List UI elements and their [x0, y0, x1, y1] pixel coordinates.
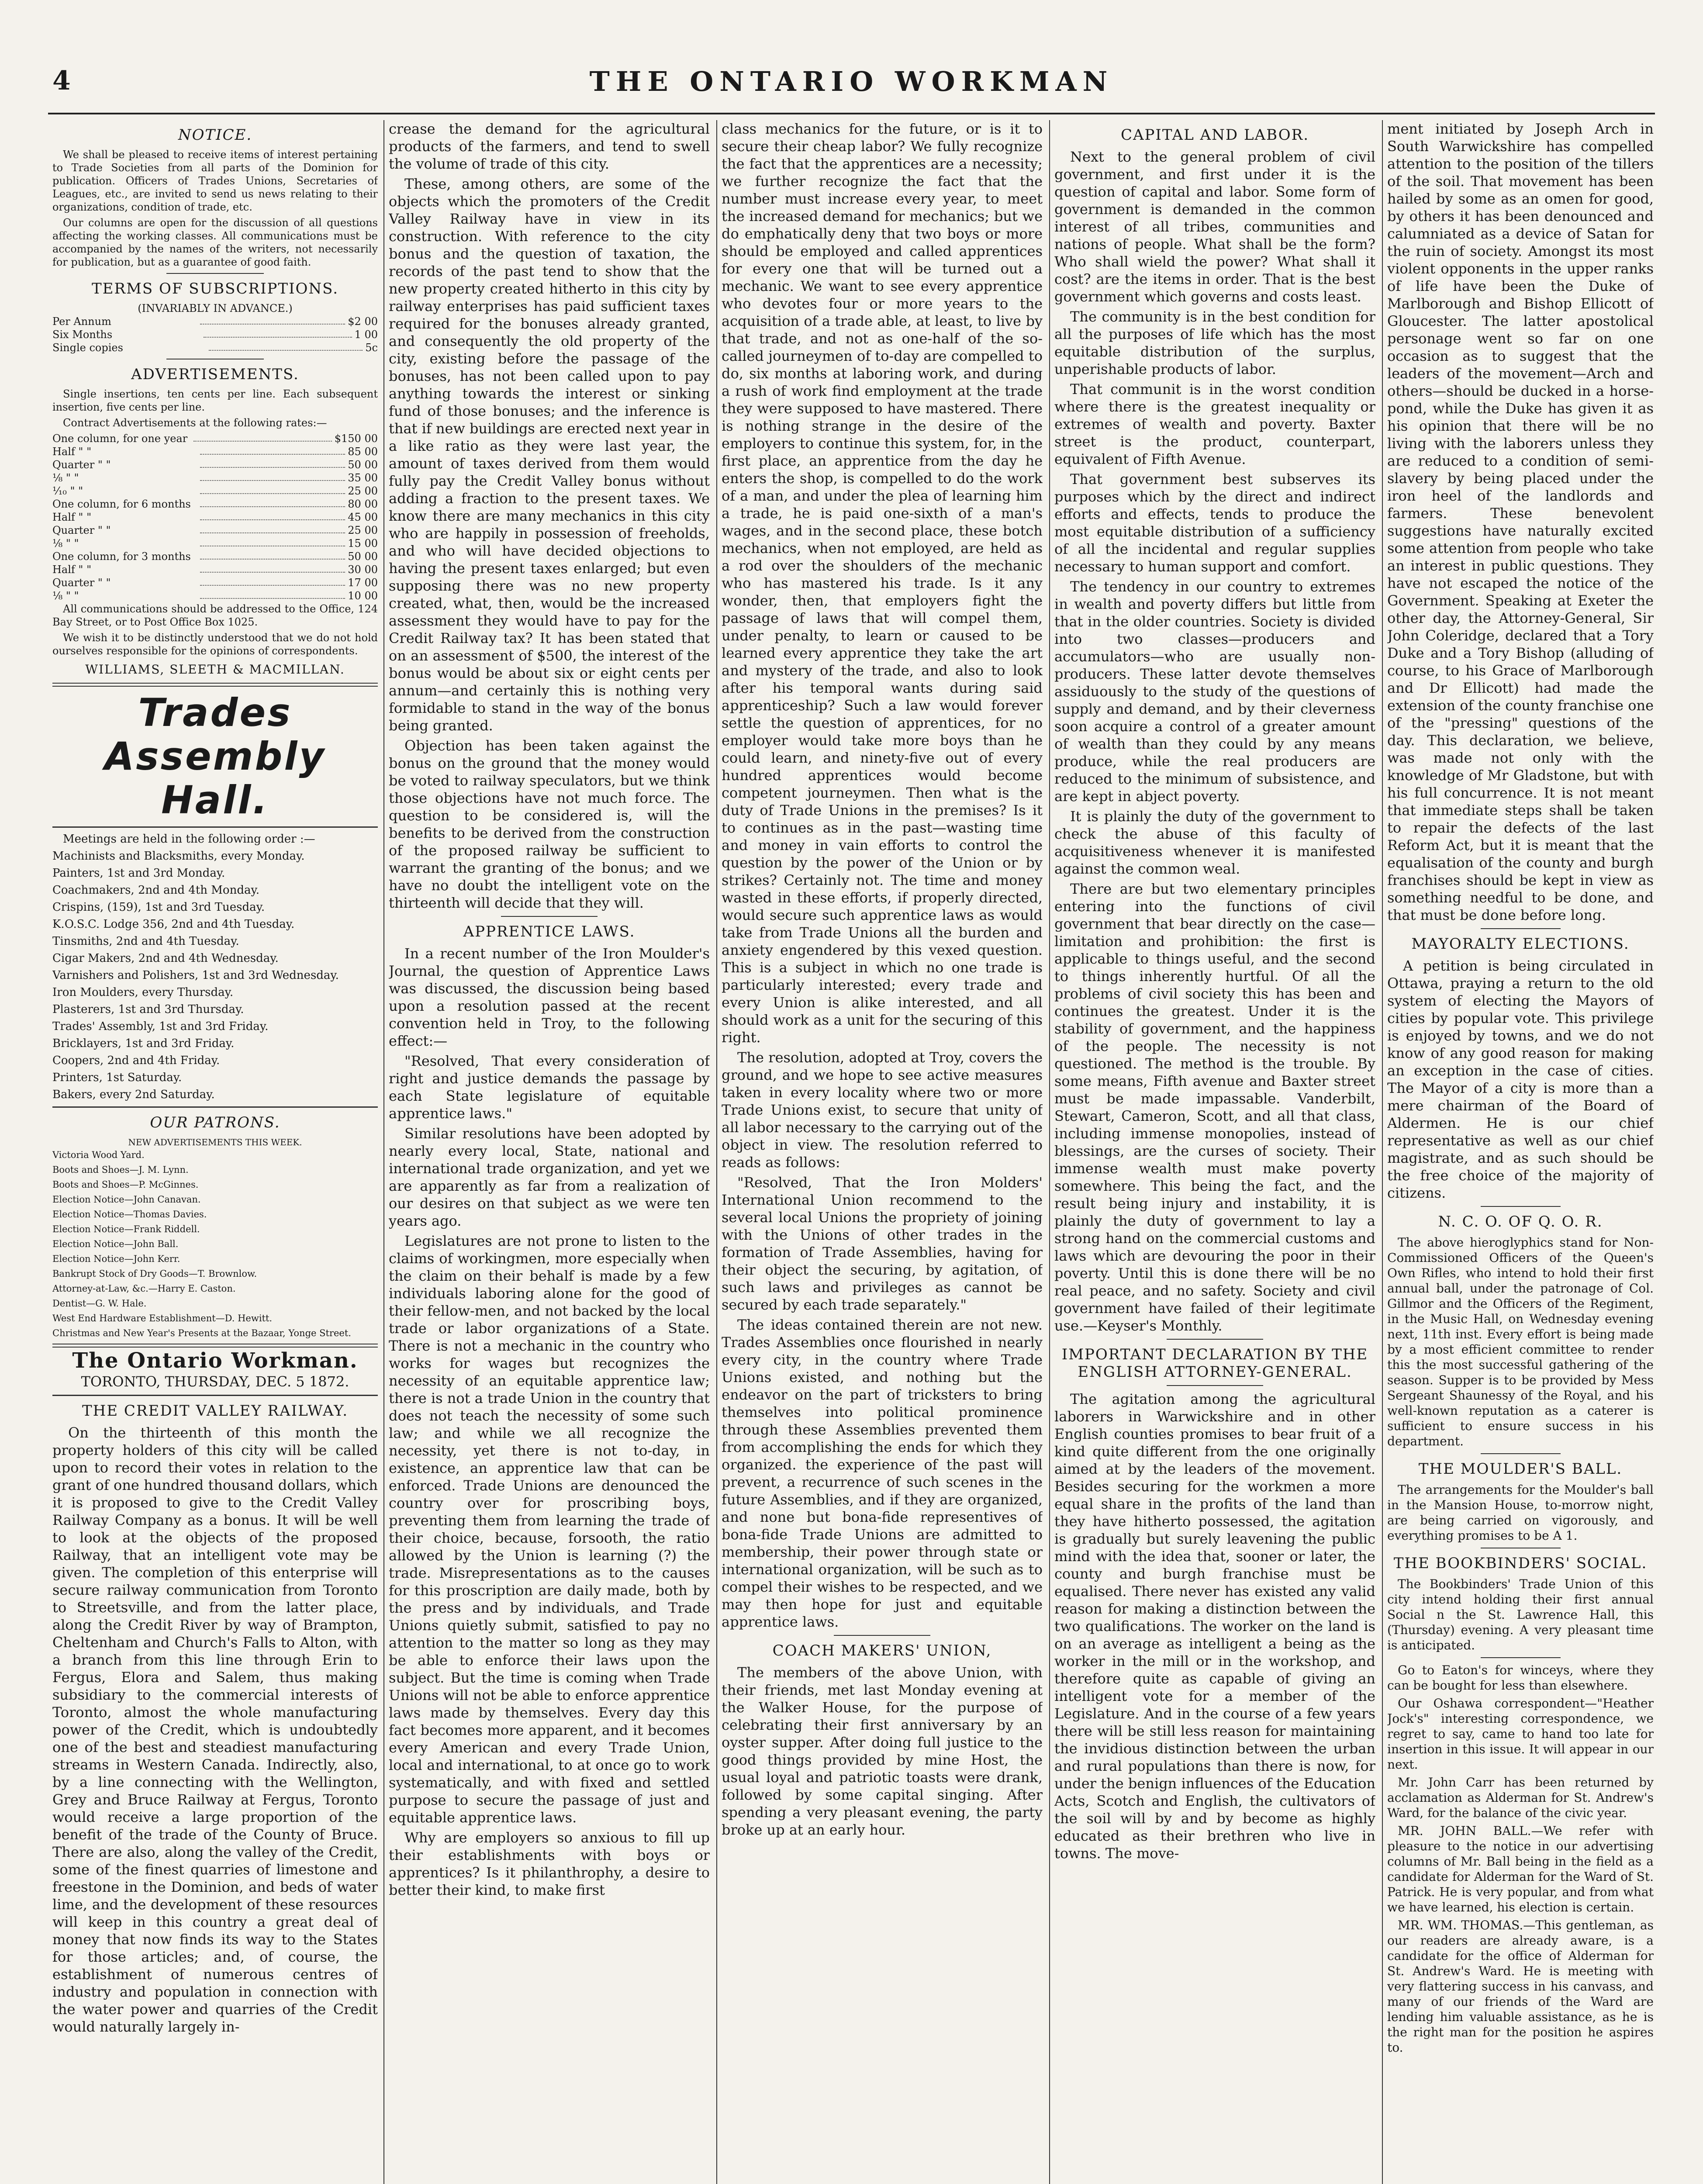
list-item: Iron Moulders, every Thursday. — [52, 986, 234, 999]
rate-row — [52, 341, 378, 354]
notice-para: We shall be pleased to receive items of interest pertaining to Trade Societies from all parts of the Dominion for publication. Officers of Trades Unions, Secretaries of Leagues, etc., are invited to send us news relating to their organizations, condition of trade, etc. — [52, 149, 378, 213]
rate-value: 85 00 — [348, 446, 378, 458]
advertisement-rates — [52, 387, 378, 657]
rate-row — [52, 445, 378, 458]
list-item: Plasterers, 1st and 3rd Thursday. — [52, 1003, 244, 1016]
article-para: These, among others, are some of the objects which the promoters of the Credit Valley Railway have in view in its construction. With reference to the city bonus and the question of taxation, the records of the past tend to show that the new property created hitherto in this city by railway enterprises has paid sufficient taxes required for the bonuses already granted, and consequently the old property of the city, existing before the passage of the bonuses, has not been called upon to pay anything towards the interest or sinking fund of those bonuses; and the inference is that if new buildings are erected next year in a like ratio as they were last year, the amount of taxes derived from them would fully pay the Credit Valley bonus without adding a fraction to the present taxes. We know there are many mechanics in this city who are happily in possession of freeholds, and who will have decided objections to having the present taxes enlarged; but even supposing there was no new property created, what, then, would be the increased assessment they would have to pay for the Credit Railway tax? It has been stated that on an assessment of $500, the interest of the bonus would be about six or eight cents per annum—and certainly this is nothing very formidable to stand in the way of the bonus being granted. — [389, 176, 710, 734]
leader-dots — [200, 315, 345, 325]
rate-label: Half " " — [52, 511, 92, 523]
list-item: Election Notice—John Kerr. — [52, 1254, 180, 1264]
article-para: Objection has been taken against the bonus on the ground that the money would be voted to railway speculators, but we think those objections have not much force. The question to be considered is, will the benefits to be derived from the construction of the proposed railway be sufficient to warrant the granting of the bonus; and we have no doubt the intelligent vote on the thirteenth will decide that they will. — [389, 737, 710, 911]
list-item: Coopers, 2nd and 4th Friday. — [52, 1054, 220, 1067]
list-item: Printers, 1st Saturday. — [52, 1071, 182, 1084]
list-item: Bakers, every 2nd Saturday. — [52, 1088, 215, 1101]
rate-value: 30 00 — [348, 563, 378, 576]
divider — [52, 683, 378, 687]
terms-table — [52, 315, 378, 354]
rate-value: 45 00 — [348, 511, 378, 523]
article-para: The community is in the best condition for all the purposes of life which has the most equitable distribution of the surplus, unperishable products of labor. — [1054, 308, 1375, 377]
rate-label: One column, for one year — [52, 432, 188, 445]
rate-label: ⅛ " " — [52, 537, 79, 549]
article-para: ment initiated by Joseph Arch in South Warwickshire has compelled attention to the position of the tillers of the soil. That movement has been hailed by some as an omen for good, by others it has been denounced and calumniated as a device of Satan for the ruin of society. Amongst its most violent opponents in the upper ranks of life have been the Duke of Marlborough and Bishop Ellicott of Gloucester. The latter apostolical personage went so far on one occasion as to suggest that the leaders of the movement—Arch and others—should be ducked in a horse-pond, while the Duke has given it as his opinion that there will be no living with the laborers unless they are reduced to a condition of semi-slavery by being placed under the iron heel of the landlords and farmers. These benevolent suggestions have naturally excited some attention from people who take an interest in public questions. They have not escaped the notice of the Government. Speaking at Exeter the other day, the Attorney-General, Sir John Coleridge, declared that a Tory Duke and a Tory Bishop (alluding of course, to his Grace of Marlborough and Dr Ellicott) had made the extension of the county franchise one of the "pressing" questions of the day. This declaration, we believe, was made not only with the knowledge of Mr Gladstone, but with his full concurrence. It is not meant that immediate steps shall be taken to repair the defects of the last Reform Act, but it is meant that the equalisation of the county and burgh franchises should be kept in view as something needful to be done, and that must be done before long. — [1387, 121, 1654, 923]
list-item: Painters, 1st and 3rd Monday. — [52, 867, 225, 880]
divider — [52, 826, 378, 828]
nco-block — [1387, 1235, 1654, 1449]
leader-dots — [200, 576, 345, 586]
column-rule — [1049, 120, 1050, 2184]
rate-label: Single copies — [52, 342, 123, 354]
leader-dots — [209, 341, 363, 351]
brief-item: MR. WM. THOMAS.—This gentleman, as our readers are already aware, is a candidate for the office of Alderman for St. Andrew's Ward. He is meeting with very flattering success in his canvass, and many of our friends of the Ward are lending him valuable assistance, as he is the right man for the position he aspires to. — [1387, 1918, 1654, 2055]
rate-row — [52, 537, 378, 550]
list-item: Dentist—G. W. Hale. — [52, 1298, 147, 1309]
article-para: A petition is being circulated in Ottawa, praying a return to the old system of electing the Mayors of cities by popular vote. This privilege is enjoyed by towns, and we do not know of any good reason for making an exception in the case of cities. The Mayor of a city is more than a mere chairman of the Board of Aldermen. He is our chief representative as well as our chief magistrate, and as such should be the free choice of the majority of citizens. — [1387, 957, 1654, 1201]
column-rule — [716, 120, 717, 2184]
rate-label: Quarter " " — [52, 524, 111, 536]
rate-label: Per Annum — [52, 315, 111, 328]
list-item: Coachmakers, 2nd and 4th Monday. — [52, 884, 259, 897]
rate-row — [52, 484, 378, 498]
list-item: Cigar Makers, 2nd and 4th Wednesday. — [52, 952, 279, 965]
list-item: Election Notice—John Canavan. — [52, 1194, 201, 1205]
bookbinders-block — [1387, 1576, 1654, 1653]
article-para: In a recent number of the Iron Moulder's Journal, the question of Apprentice Laws was discussed, the discussion being based upon a resolution passed at the recent convention held in Troy, to the following effect:— — [389, 945, 710, 1049]
rate-value: 17 00 — [348, 577, 378, 589]
patrons-subheading: NEW ADVERTISEMENTS THIS WEEK. — [128, 1137, 302, 1147]
leader-dots — [200, 445, 345, 455]
list-item: Christmas and New Year's Presents at the Bazaar, Yonge Street. — [52, 1328, 351, 1338]
article-para: Next to the general problem of civil government, and first under it is the question of capital and labor. Some form of government is demanded in the common interest of all tribes, communities and nations of people. What shall be the form? Who shall wield the power? What shall it cost? are the items in order. That is the best government which governs and costs least. — [1054, 149, 1375, 305]
article-para: It is plainly the duty of the government to check the abuse of this faculty of acquisitiveness whenever it is manifested against the common weal. — [1054, 808, 1375, 877]
newspaper-title: THE ONTARIO WORKMAN — [589, 66, 1114, 97]
divider — [1167, 1339, 1263, 1340]
notice-block — [52, 148, 378, 269]
article-para: Legislatures are not prone to listen to the claims of workingmen, more especially when the claim on their behalf is made by a few individuals laboring alone for the good of their fellow-men, and not backed by the local trade or labor organizations of a State. There is not a mechanic in the country who works for wages but recognizes the necessity of an equitable apprentice law; there is not a trade Union in the country that does not teach the necessity of some such law; and while we all recognize the necessity, yet there is not to-day, in existence, an apprentice law that can be enforced. Trade Unions are denounced the country over for proscribing boys, preventing them from learning the trade of their choice, because, forsooth, the ratio allowed by the Union is learning (?) the trade. Misrepresentations as to the causes for this proscription are daily made, both by the press and by individuals, and Trade Unions quietly submit, satisfied to pay no attention to the matter so long as they may be able to enforce their laws upon the subject. But the time is coming when Trade Unions will not be able to enforce apprentice laws made by themselves. Every day this fact becomes more apparent, and it becomes every American and every Trade Union, local and international, to at once go to work systematically, and with fixed and settled purpose to secure the passage of just and equitable apprentice laws. — [389, 1233, 710, 1826]
rate-row — [52, 315, 378, 328]
patrons-list — [52, 1149, 378, 1339]
brief-item: Our Oshawa correspondent—"Heather Jock's" interesting correspondence, we regret to say, came to hand too late for insertion in this issue. It will appear in our next. — [1387, 1696, 1654, 1772]
list-item: Crispins, (159), 1st and 3rd Tuesday. — [52, 901, 265, 914]
adv-intro: Single insertions, ten cents per line. Each subsequent insertion, five cents per line. — [52, 388, 378, 413]
article-para: The members of the above Union, with their friends, met last Monday evening at the Walker House, for the purpose of celebrating their first anniversary by an oyster supper. After doing full justice to the good things provided by mine Host, the usual loyal and patriotic toasts were drank, followed by some capital singing. After spending a very pleasant evening, the party broke up at an early hour. — [722, 1664, 1043, 1838]
column-4 — [1054, 120, 1375, 2184]
divider — [1481, 1206, 1561, 1207]
article-para: The tendency in our country to extremes in wealth and poverty differs but little from that in the older countries. Society is divided into two classes—producers and accumulators—who are usually non-producers. These latter devote themselves assiduously to the study of the questions of supply and demand, and by their cleverness soon acquire a control of a greater amount of wealth than they could by any means produce, while the real producers are reduced to the minimum of subsistence, and are kept in abject poverty. — [1054, 578, 1375, 805]
rate-value: 1 00 — [354, 328, 378, 341]
masthead-rule — [48, 113, 1655, 114]
article-para: Similar resolutions have been adopted by nearly every local, State, national and international trade organization, and yet we are apparently as far from a realization of our desires on that subject as we were ten years ago. — [389, 1125, 710, 1229]
list-item: Trades' Assembly, 1st and 3rd Friday. — [52, 1020, 269, 1033]
rate-value: 50 00 — [348, 459, 378, 471]
list-item: Boots and Shoes—P. McGinnes. — [52, 1179, 199, 1190]
list-item: West End Hardware Establishment—D. Hewitt. — [52, 1313, 273, 1324]
rate-row — [52, 471, 378, 484]
rate-value: 10 00 — [348, 590, 378, 602]
declaration-heading: IMPORTANT DECLARATION BY THE ENGLISH ATTORNEY-GENERAL. — [1061, 1346, 1368, 1381]
divider — [52, 1106, 378, 1108]
rate-value: 25 00 — [348, 485, 378, 497]
rate-row — [52, 563, 378, 576]
rate-label: Quarter " " — [52, 459, 111, 471]
list-item: Varnishers and Polishers, 1st and 3rd Wednesday. — [52, 969, 339, 982]
rate-value: 25 00 — [348, 524, 378, 536]
bookbinders-heading: THE BOOKBINDERS' SOCIAL. — [1393, 1555, 1648, 1572]
nco-heading: N. C. O. OF Q. O. R. — [1438, 1213, 1603, 1230]
article-para: The agitation among the agricultural laborers in Warwickshire and in other English counties promises to bear fruit of a kind quite different from the one originally aimed at by the leaders of the movement. Besides securing for the workmen a more equal share in the profits of the land than they have hitherto possessed, the agitation is gradually but surely leavening the public mind with the idea that, sooner or later, the county and burgh franchise must be equalised. There never has existed any valid reason for making a distinction between the two qualifications. The worker on the land is on an average as intelligent a being as the worker in the mill or in the workshop, and therefore quite as capable of giving an intelligent vote for a member of the Legislature. And in the course of a few years there will be still less reason for maintaining the invidious distinction between the urban and rural populations than there is now, for under the benign influences of the Education Acts, Scotch and English, the cultivators of the soil will by and by become as highly educated as their brethren who live in towns. The move- — [1054, 1391, 1375, 1862]
column-3 — [722, 120, 1043, 2184]
moulders-ball-heading: THE MOULDER'S BALL. — [1418, 1460, 1623, 1478]
rate-label: One column, for 6 months — [52, 498, 191, 510]
apprentice-heading: APPRENTICE LAWS. — [463, 923, 636, 940]
article-para: Why are employers so anxious to fill up their establishments with boys or apprentices? Is it philanthrophy, a desire to better their kind, to make first — [389, 1829, 710, 1898]
rate-row — [52, 550, 378, 563]
rate-row — [52, 432, 378, 445]
leader-dots — [200, 563, 345, 573]
article-para: The above hieroglyphics stand for Non-Commissioned Officers of the Queen's Own Rifles, who intend to hold their first annual ball, under the patronage of Col. Gillmor and the Officers of the Regiment, in the Music Hall, on Wednesday evening next, 11th inst. Every effort is being made by a most efficient committee to render this the most successful gathering of the season. Supper is to be provided by Mess Sergeant Shaunessy of the Royal, and his well-known reputation as a caterer is sufficient to ensure success in his department. — [1387, 1235, 1654, 1448]
trades-hall-heading: Trades Assembly Hall. — [104, 690, 326, 822]
mayoralty-heading: MAYORALTY ELECTIONS. — [1411, 935, 1630, 953]
article-para: class mechanics for the future, or is it to secure their cheap labor? We fully recognize the fact that the apprentices are a necessity; we further recognize the fact that the number must increase every year, to meet the increased demand for mechanics; but we do emphatically deny that two boys or more should be employed and called apprentices for every one that will be turned out a mechanic. We want to see every apprentice who devotes four or more years to the acquisition of a trade able, at least, to live by that trade, and not as one-half of the so-called journeymen of to-day are compelled to do, six months at laboring work, and during a rush of work find employment at the trade they were supposed to have mastered. There is nothing strange in the desire of the employers to continue this system, for, in the first place, an apprentice from the day he enters the shop, is compelled to do the work of a man, and under the plea of learning him a trade, he is paid one-sixth of a man's wages, and in the second place, these botch mechanics, when not employed, are held as a rod over the shoulders of the mechanic who has mastered his trade. Is it any wonder, then, that employers fight the passage of laws that will compel them, under penalty, to learn or caused to be learned every apprentice they take the art and mystery of the trade, and also to look after his temporal wants during said apprenticeship? Such a law would forever settle the question of apprentices, for no employer would take more boys than he could learn, and ninety-five out of every hundred apprentices would become competent journeymen. Then what is the duty of Trade Unions in the premises? Is it to continues as in the past—wasting time and money in vain efforts to control the question by the power of the Union or by strikes? Certainly not. The time and money wasted in these efforts, if properly directed, would secure such apprentice laws as would take from Trade Unions all the burden and anxiety engendered by this vexed question. This is a subject in which no one trade is particularly interested; every trade and every Union is alike interested, and all should work as a unit for the securing of this right. — [722, 121, 1043, 1046]
leader-dots — [200, 589, 345, 599]
leader-dots — [200, 498, 345, 507]
divider — [834, 1635, 930, 1636]
masthead — [48, 61, 1655, 109]
article-para: The resolution, adopted at Troy, covers the ground, and we hope to see active measures taken in every locality where two or more Trade Unions exist, to secure that unity of all labor necessary to the carrying out of the object in view. The resolution referred to reads as follows: — [722, 1049, 1043, 1171]
dateline: TORONTO, THURSDAY, DEC. 5 1872. — [81, 1373, 349, 1390]
divider — [1167, 1385, 1263, 1386]
brief-item: MR. JOHN BALL.—We refer with pleasure to the notice in our advertising columns of Mr. Ball being in the field as a candidate for Alderman for the Ward of St. Patrick. He is very popular, and from what we have learned, his election is certain. — [1387, 1824, 1654, 1914]
article-para: The Bookbinders' Trade Union of this city intend holding their first annual Social n the St. Lawrence Hall, this (Thursday) evening. A very pleasant time is anticipated. — [1387, 1577, 1654, 1652]
rate-label: Quarter " " — [52, 577, 111, 589]
rate-value: 35 00 — [348, 472, 378, 484]
article-para: "Resolved, That the Iron Molders' International Union recommend to the several local Unions the propriety of joining with the Unions of other trades in the formation of Trade Assemblies, having for their object the securing, by agitation, of such laws and privileges as cannot be secured by each trade separately." — [722, 1174, 1043, 1313]
leader-dots — [200, 458, 345, 468]
leader-dots — [200, 484, 345, 494]
divider — [52, 1344, 378, 1348]
list-item: Tinsmiths, 2nd and 4th Tuesday. — [52, 935, 239, 948]
leader-dots — [193, 432, 332, 442]
coach-makers-heading: COACH MAKERS' UNION, — [772, 1642, 992, 1659]
list-item: Victoria Wood Yard. — [52, 1150, 145, 1160]
page-number: 4 — [52, 66, 71, 96]
article-para: On the thirteenth of this month the property holders of this city will be called upon to record their votes in relation to the grant of one hundred thousand dollars, which it is proposed to give to the Credit Valley Railway Company as a bonus. It will be well to look at the objects of the proposed Railway, that an intelligent vote may be given. The completion of this enterprise will secure railway communication from Toronto to Streetsville, and from the latter place, along the Credit River by way of Brampton, Cheltenham and Church's Falls to Alton, with a branch from this line through Erin to Fergus, Elora and Salem, thus making subsidiary to the commercial interests of Toronto, almost the whole manufacturing power of the Credit, which is undoubtedly one of the best and steadiest manufacturing streams in Western Canada. Indirectly, also, by a line connecting with the Wellington, Grey and Bruce Railway at Fergus, Toronto would receive a large proportion of the benefit of the trade of the County of Bruce. There are also, along the valley of the Credit, some of the finest quarries of limestone and freestone in the Dominion, and beds of water lime, and the development of these resources will keep in this country a great deal of money that now finds its way to the States for those articles; and, of course, the establishment of numerous centres of industry and population in connection with the water power and quarries of the Credit would naturally largely in- — [52, 1424, 378, 2035]
hall-intro: Meetings are held in the following order :— — [63, 833, 315, 846]
capital-labor-heading: CAPITAL AND LABOR. — [1120, 126, 1309, 144]
rate-row — [52, 589, 378, 602]
rate-row — [52, 498, 378, 511]
list-item: Boots and Shoes—J. M. Lynn. — [52, 1165, 189, 1175]
leader-dots — [200, 550, 345, 560]
rate-value: 5c — [365, 342, 378, 354]
column-5 — [1387, 120, 1654, 2184]
patrons-heading: OUR PATRONS. — [150, 1114, 280, 1131]
rate-value: $150 00 — [334, 432, 378, 445]
article-para: That communit is in the worst condition where there is the greatest inequality or extremes of wealth and poverty. Baxter street is the product, counterpart, equivalent of Fifth Avenue. — [1054, 381, 1375, 467]
publishers: WILLIAMS, SLEETH & MACMILLAN. — [85, 662, 345, 677]
hall-meetings — [52, 832, 378, 1102]
list-item: Bricklayers, 1st and 3rd Friday. — [52, 1037, 235, 1050]
leader-dots — [200, 511, 345, 520]
paper-name: The Ontario Workman. — [72, 1348, 358, 1373]
article-para: There are but two elementary principles entering into the functions of civil government that bear directly on the case—limitation and prohibition: the first is applicable to things useful, and the second to things inherently hurtful. Of all the problems of civil society this has been and continues the greatest. Under it is the stability of government, and the happiness of the people. The necessity is not questioned. The method is the trouble. By some means, Fifth avenue and Baxter street must be made impassable. Vanderbilt, Stewart, Cameron, Scott, and all that class, including immense monopolies, instead of blessings, are the curses of society. Their immense wealth must make poverty somewhere. This being the fact, and the result being injury and instability, it is plainly the duty of government to lay a strong hand on the commercial customs and laws which are devouring the poor in their poverty. Until this is done there will be no real peace, and no safety. Society and civil government have failed of their legitimate use.—Keyser's Monthly. — [1054, 881, 1375, 1334]
terms-heading: TERMS OF SUBSCRIPTIONS. — [91, 280, 339, 297]
column-rule — [383, 120, 384, 2184]
column-2 — [389, 120, 710, 2184]
adv-contract: Contract Advertisements at the following rates:— — [63, 417, 327, 429]
notice-heading: NOTICE. — [178, 126, 252, 144]
divider — [1481, 1657, 1561, 1658]
rate-label: ⅛ " " — [52, 472, 79, 484]
rate-row — [52, 576, 378, 589]
rate-value: $2 00 — [348, 315, 378, 328]
notice-para: Our columns are open for the discussion of all questions affecting the working classes. All communications must be accompanied by the names of the writers, not necessarily for publication, but as a guarantee of good faith. — [52, 217, 378, 268]
list-item: Election Notice—Thomas Davies. — [52, 1209, 207, 1220]
divider — [166, 273, 264, 274]
divider — [52, 1395, 378, 1396]
rate-label: Six Months — [52, 328, 113, 341]
rate-label: Half " " — [52, 446, 92, 458]
column-1 — [52, 120, 378, 2184]
terms-subheading: (INVARIABLY IN ADVANCE.) — [138, 302, 293, 314]
advertisements-heading: ADVERTISEMENTS. — [131, 366, 299, 383]
article-para: "Resolved, That every consideration of right and justice demands the passage by each State legislature of equitable apprentice laws." — [389, 1053, 710, 1122]
leader-dots — [204, 328, 352, 338]
rate-value: 80 00 — [348, 498, 378, 510]
rate-row — [52, 524, 378, 537]
article-para: The ideas contained therein are not new. Trades Assemblies once flourished in nearly every city, in the country where Trade Unions existed, and nothing but the endeavor on the part of tricksters to bring themselves into political prominence through these Assemblies prevented them from accomplishing the ends for which they organized. the experience of the past will prevent, a recurrence of such scenes in the future Assemblies, and if they are organized, and none but bona-fide representives of bona-fide Trade Unions are admitted to membership, their power through state or international organization, will be such as to compel their wishes to be respected, and we may then hope for just and equitable apprentice laws. — [722, 1317, 1043, 1630]
article-para: The arrangements for the Moulder's ball in the Mansion House, to-morrow night, are being carried on vigorously, and everything promises to be A 1. — [1387, 1482, 1654, 1543]
list-item: Attorney-at-Law, &c.—Harry E. Caston. — [52, 1283, 236, 1294]
brief-item: Mr. John Carr has been returned by acclamation as Alderman for St. Andrew's Ward, for the balance of the civic year. — [1387, 1775, 1654, 1820]
brief-item: Go to Eaton's for winceys, where they can be bought for less than elsewhere. — [1387, 1663, 1654, 1693]
rate-row — [52, 458, 378, 471]
article-para: crease the demand for the agricultural products of the farmers, and tend to swell the volume of trade of this city. — [389, 121, 710, 172]
cvr-heading: THE CREDIT VALLEY RAILWAY. — [82, 1402, 349, 1420]
rate-label: One column, for 3 months — [52, 550, 191, 563]
rate-value: 50 00 — [348, 550, 378, 563]
list-item: Machinists and Blacksmiths, every Monday. — [52, 850, 305, 863]
rate-label: ⅟₁₀ " " — [52, 485, 83, 497]
leader-dots — [200, 524, 345, 533]
divider — [1481, 1453, 1561, 1454]
divider — [501, 916, 598, 917]
column-rule — [1382, 120, 1383, 2184]
brief-notices — [1387, 1662, 1654, 2055]
leader-dots — [200, 471, 345, 481]
moulders-block — [1387, 1482, 1654, 1543]
article-para: That government best subserves its purposes which by the direct and indirect efforts and effects, tends to produce the most equitable distribution of a sufficiency of all the incidental and regular supplies necessary to human support and comfort. — [1054, 471, 1375, 575]
rate-row — [52, 511, 378, 524]
list-item: K.O.S.C. Lodge 356, 2nd and 4th Tuesday. — [52, 918, 295, 931]
list-item: Election Notice—Frank Riddell. — [52, 1224, 200, 1234]
list-item: Bankrupt Stock of Dry Goods—T. Brownlow. — [52, 1268, 257, 1279]
rate-row — [52, 328, 378, 341]
rate-label: ⅛ " " — [52, 590, 79, 602]
list-item: Election Notice—John Ball. — [52, 1239, 179, 1249]
adv-disclaimer: We wish it to be distinctly understood that we do not hold ourselves responsible for the opinions of correspondents. — [52, 632, 378, 657]
leader-dots — [200, 537, 345, 546]
rate-label: Half " " — [52, 563, 92, 576]
rate-value: 15 00 — [348, 537, 378, 549]
divider — [1481, 928, 1561, 929]
adv-address: All communications should be addressed to the Office, 124 Bay Street, or to Post Office Box 1025. — [52, 603, 378, 628]
